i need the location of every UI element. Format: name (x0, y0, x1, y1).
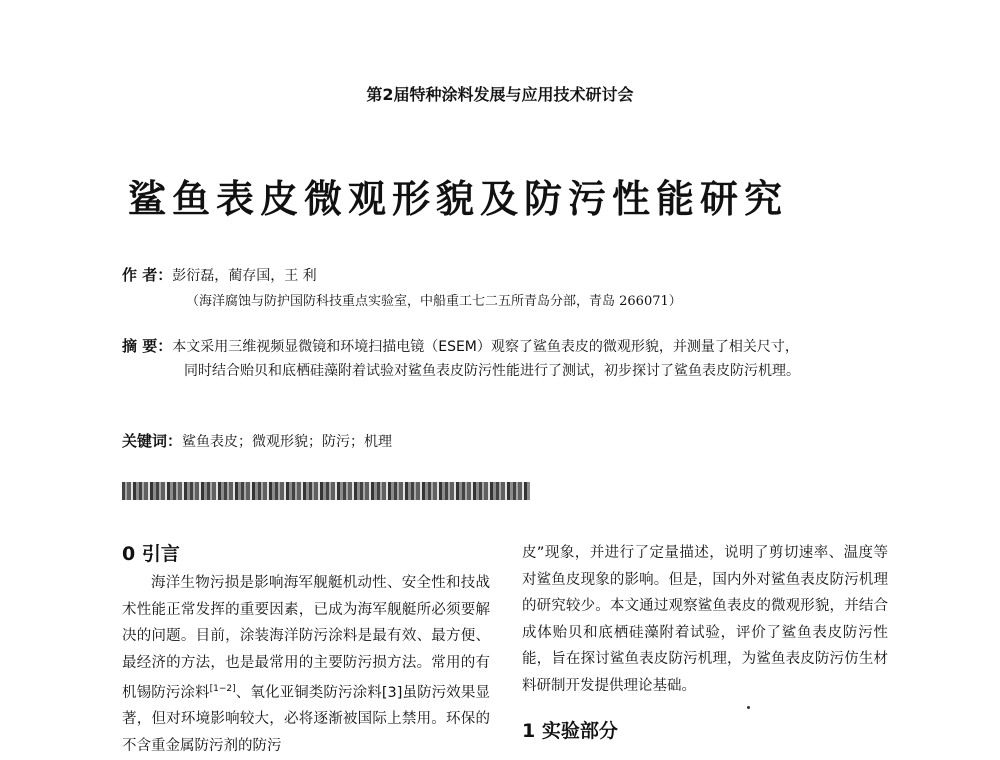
left-column (122, 540, 490, 759)
section-0-heading: 0 引言 (122, 543, 180, 565)
abstract-text: 本文采用三维视频显微镜和环境扫描电镜（ESEM）观察了鲨鱼表皮的微观形貌，并测量了相关尺寸，同时结合贻贝和底栖硅藻附着试验对鲨鱼表皮防污性能进行了测试，初步探讨了鲨鱼表皮防污机理。 (172, 339, 800, 379)
right-column (522, 540, 888, 747)
authors: 彭衍磊，蔺存国，王 利 (172, 268, 317, 284)
authors-label: 作 者： (122, 266, 173, 284)
scan-speck (747, 706, 750, 709)
scan-noise-strip (122, 482, 530, 500)
right-paragraph: 皮”现象，并进行了定量描述，说明了剪切速率、温度等对鲨鱼皮现象的影响。但是，国内外对鲨鱼表皮防污机理的研究较少。本文通过观察鲨鱼表皮的微观形貌，并结合成体贻贝和底栖硅藻附着试验，评价了鲨鱼表皮防污性能，旨在探讨鲨鱼表皮防污机理，为鲨鱼表皮防污仿生材料研制开发提供理论基础。 (522, 545, 888, 694)
affiliation: （海洋腐蚀与防护国防科技重点实验室，中船重工七二五所青岛分部，青岛 266071） (186, 294, 682, 309)
conference-header: 第2届特种涂料发展与应用技术研讨会 (366, 85, 634, 104)
keywords-label: 关键词： (122, 432, 183, 450)
keywords: 鲨鱼表皮；微观形貌；防污；机理 (182, 434, 393, 450)
citation-1-2: [1−2] (209, 684, 236, 694)
section-1-heading: 1 实验部分 (522, 720, 618, 742)
abstract-label: 摘 要： (122, 337, 173, 355)
paper-title: 鲨鱼表皮微观形貌及防污性能研究 (128, 176, 789, 221)
section-0-paragraph: 海洋生物污损是影响海军舰艇机动性、安全性和技战术性能正常发挥的重要因素，已成为海军舰艇所必须要解决的问题。目前，涂装海洋防污涂料是最有效、最方便、最经济的方法，也是最常用的主要防污损方法。常用的有机锡防污涂料[1−2]、氧化亚铜类防污涂料[3]虽防污效果显著，但对环境影响较大，必将逐渐被国际上禁用。环保的不含重金属防污剂的防污 (122, 575, 490, 754)
keywords-line (122, 430, 392, 451)
abstract (122, 334, 812, 383)
authors-line (122, 264, 317, 285)
